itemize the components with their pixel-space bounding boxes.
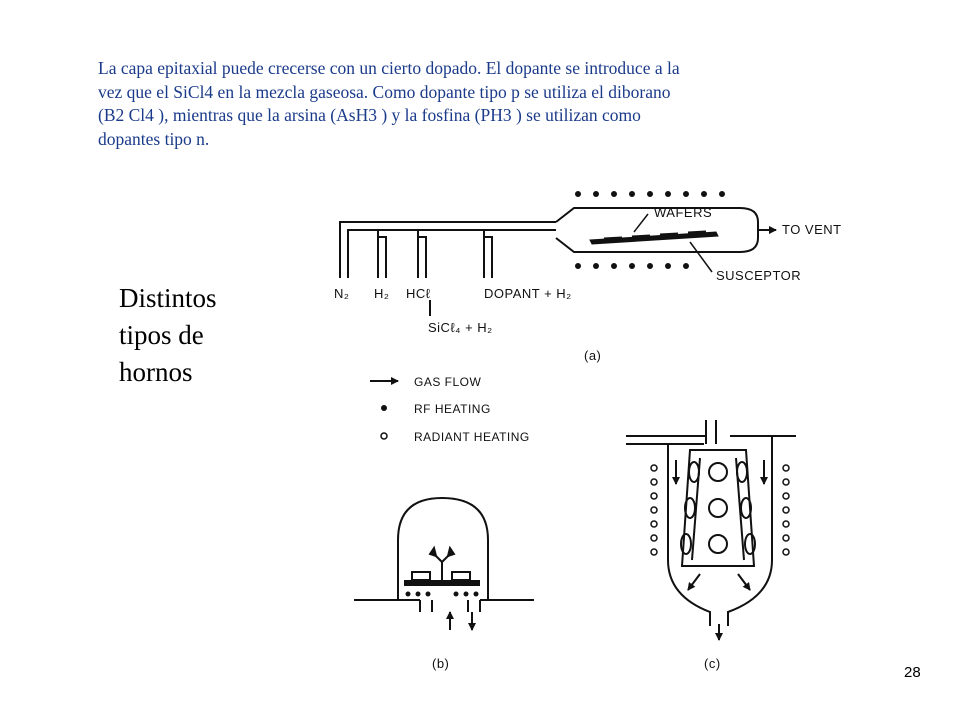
label-susceptor: SUSCEPTOR	[716, 268, 802, 283]
page-number: 28	[904, 664, 921, 681]
intro-line: La capa epitaxial puede crecerse con un cierto dopado. El dopante se introduce a la	[98, 58, 680, 78]
caption-a: (a)	[584, 348, 602, 363]
rf-dot-icon	[381, 405, 387, 411]
label-sicl4: SiCℓ₄ + H₂	[428, 320, 493, 335]
legend	[370, 375, 530, 444]
caption-b: (b)	[432, 656, 450, 671]
side-title-line: hornos	[119, 357, 193, 387]
label-dopant: DOPANT + H₂	[484, 286, 572, 301]
label-wafers: WAFERS	[654, 205, 713, 220]
label-to-vent: TO VENT	[782, 222, 842, 237]
side-title-line: Distintos	[119, 283, 217, 313]
radiant-heater-circles-c	[651, 465, 789, 555]
label-hcl: HCℓ	[406, 286, 431, 301]
legend-radiant-heating: RADIANT HEATING	[414, 430, 530, 444]
label-h2: H₂	[374, 286, 390, 301]
intro-line: (B2 Cl4 ), mientras que la arsina (AsH3 ) y la fosfina (PH3 ) se utilizan como	[98, 105, 641, 125]
radiant-circle-icon	[381, 433, 387, 439]
rf-coil-dots-a	[575, 191, 725, 269]
side-title-line: tipos de	[119, 320, 204, 350]
reactor-b	[354, 498, 534, 630]
intro-line: vez que el SiCl4 en la mezcla gaseosa. Como dopante tipo p se utiliza el diborano	[98, 81, 671, 102]
legend-rf-heating: RF HEATING	[414, 402, 491, 416]
intro-line: dopantes tipo n.	[98, 128, 210, 149]
legend-gas-flow: GAS FLOW	[414, 375, 482, 389]
label-n2: N₂	[334, 286, 350, 301]
reactor-c	[626, 420, 796, 640]
caption-c: (c)	[704, 656, 721, 671]
rf-coil-dots-b	[406, 592, 479, 597]
